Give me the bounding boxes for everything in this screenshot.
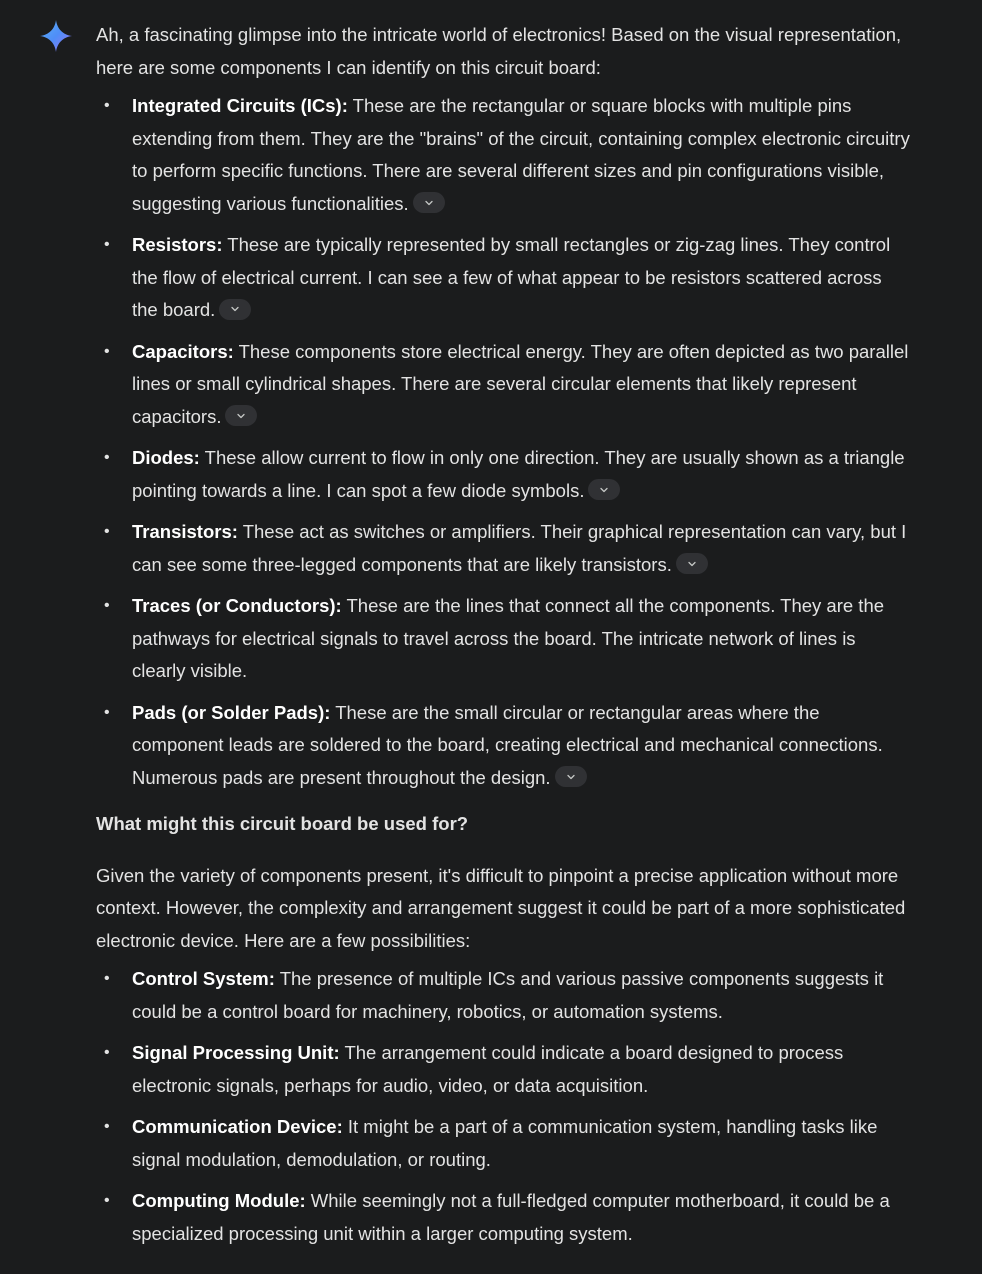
term-description: The presence of multiple ICs and various passive components suggests it could be a control board for machinery, robotics, or automation systems. — [132, 968, 884, 1022]
list-item-diodes — [96, 442, 912, 507]
term-label: Control System: — [132, 968, 275, 989]
applications-paragraph: Given the variety of components present, it's difficult to pinpoint a precise application without more context. However, the complexity and arrangement suggest it could be part of a more sophisticated electronic device. Here are a few possibilities: — [96, 864, 906, 951]
term-label: Capacitors: — [132, 340, 234, 362]
term-description: These act as switches or amplifiers. Their graphical representation can vary, but I can see some three-legged components that are likely transistors. — [132, 521, 907, 575]
term-label: Diodes: — [132, 447, 200, 468]
list-item-computing-module — [96, 1185, 912, 1250]
components-list — [96, 90, 912, 794]
term-description: While seemingly not a full-fledged computer motherboard, it could be a specialized processing unit within a larger computing system. — [132, 1190, 890, 1244]
term-description: These are the rectangular or square blocks with multiple pins extending from them. They are the "brains" of the circuit, containing complex electronic circuitry to perform specific functions. There are several different sizes and pin configurations visible, suggesting various functionalities. — [132, 95, 910, 214]
term-label: Integrated Circuits (ICs): — [132, 95, 348, 116]
term-label: Transistors: — [132, 521, 238, 542]
chevron-down-icon — [424, 198, 434, 208]
bullet: • — [104, 1192, 110, 1209]
source-chip-button[interactable] — [225, 405, 257, 426]
intro-paragraph: Ah, a fascinating glimpse into the intricate world of electronics! Based on the visual representation, here are some components I can identify on this circuit board: — [96, 24, 902, 78]
bullet: • — [104, 597, 110, 614]
term-description: It might be a part of a communication system, handling tasks like signal modulation, demodulation, or routing. — [132, 1116, 878, 1170]
bullet: • — [104, 449, 110, 466]
term-description: These are typically represented by small rectangles or zig-zag lines. They control the flow of electrical current. I can see a few of what appear to be resistors scattered across the board. — [132, 234, 891, 320]
term-description: These are the small circular or rectangular areas where the component leads are soldered to the board, creating electrical and mechanical connections. Numerous pads are present throughout the design. — [132, 701, 883, 788]
list-item-ics — [96, 90, 912, 220]
term-description: The arrangement could indicate a board designed to process electronic signals, perhaps for audio, video, or data acquisition. — [132, 1042, 844, 1096]
bullet: • — [104, 342, 110, 360]
gemini-sparkle-icon — [38, 18, 74, 54]
bullet: • — [104, 703, 110, 721]
chevron-down-icon — [599, 485, 609, 495]
source-chip-button[interactable] — [413, 192, 445, 213]
bullet: • — [104, 1044, 110, 1061]
chevron-down-icon — [236, 411, 246, 421]
term-description: These are the lines that connect all the components. They are the pathways for electrical signals to travel across the board. The intricate network of lines is clearly visible. — [132, 595, 885, 681]
gemini-avatar — [38, 18, 74, 54]
section-heading: What might this circuit board be used for? — [96, 813, 469, 834]
term-description: These components store electrical energy. They are often depicted as two parallel lines or small cylindrical shapes. There are several circular elements that likely represent capacitors. — [132, 340, 909, 427]
term-label: Pads (or Solder Pads): — [132, 701, 331, 723]
term-label: Signal Processing Unit: — [132, 1042, 340, 1063]
bullet: • — [104, 97, 110, 114]
chevron-down-icon — [566, 772, 576, 782]
term-label: Communication Device: — [132, 1116, 343, 1137]
bullet: • — [104, 523, 110, 540]
applications-list — [96, 963, 912, 1250]
list-item-communication-device — [96, 1111, 912, 1176]
list-item-traces — [96, 590, 912, 688]
term-label: Traces (or Conductors): — [132, 595, 342, 616]
list-item-capacitors — [96, 336, 912, 434]
term-label: Resistors: — [132, 234, 223, 255]
source-chip-button[interactable] — [219, 299, 251, 320]
bullet: • — [104, 1118, 110, 1135]
source-chip-button[interactable] — [588, 479, 620, 500]
list-item-signal-processing — [96, 1037, 912, 1102]
list-item-resistors — [96, 229, 912, 327]
list-item-control-system — [96, 963, 912, 1028]
term-label: Computing Module: — [132, 1190, 306, 1211]
assistant-response — [96, 19, 912, 1259]
source-chip-button[interactable] — [555, 766, 587, 787]
bullet: • — [104, 236, 110, 253]
chevron-down-icon — [230, 304, 240, 314]
source-chip-button[interactable] — [676, 553, 708, 574]
list-item-pads — [96, 697, 912, 795]
bullet: • — [104, 970, 110, 987]
list-item-transistors — [96, 516, 912, 581]
term-description: These allow current to flow in only one direction. They are usually shown as a triangle pointing towards a line. I can spot a few diode symbols. — [132, 447, 905, 501]
chevron-down-icon — [687, 559, 697, 569]
